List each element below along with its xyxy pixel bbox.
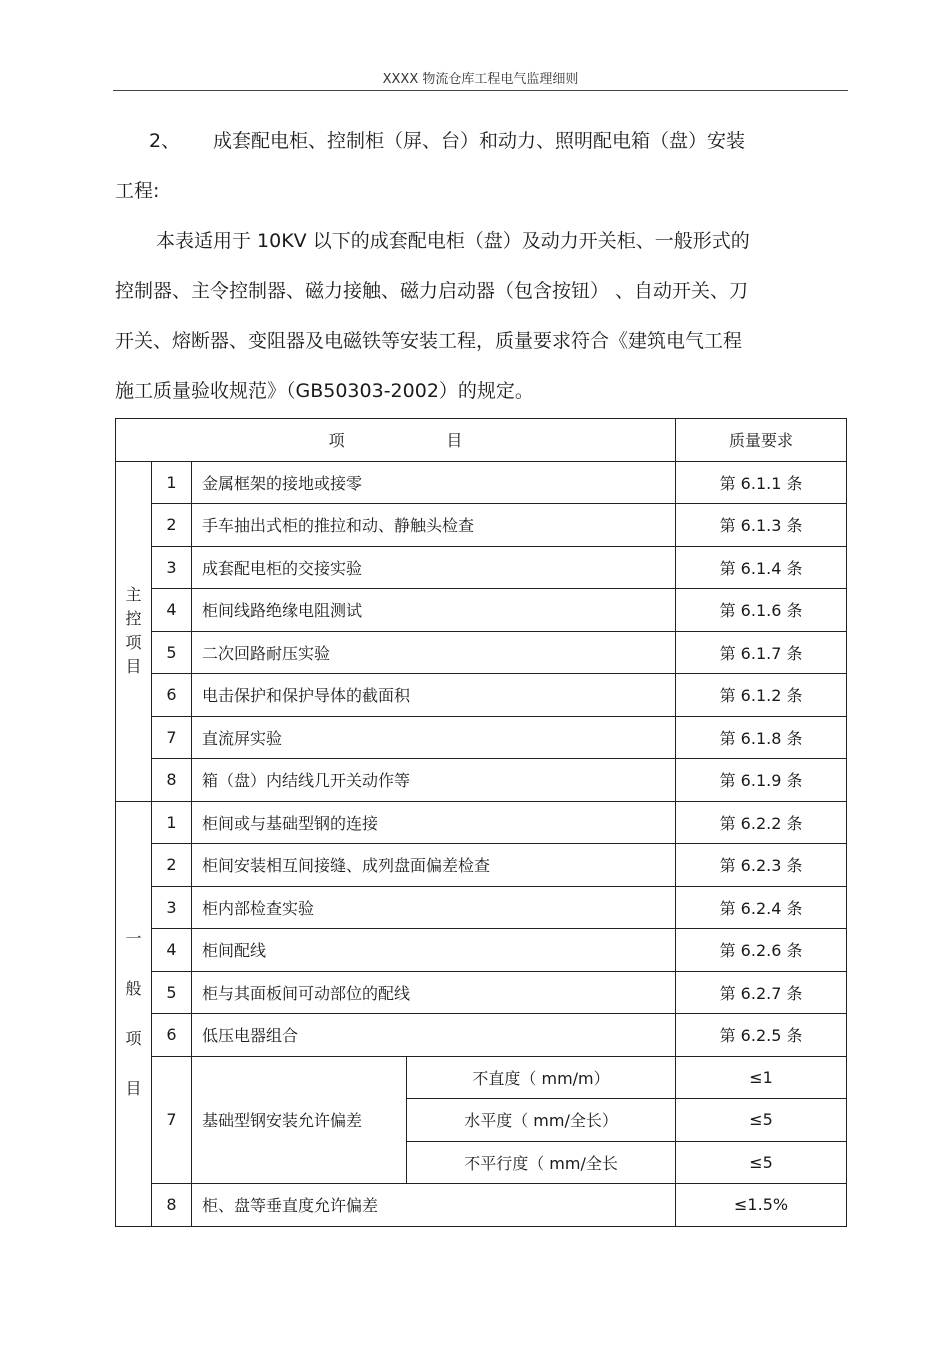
general-group-label — [116, 801, 152, 1226]
row-number: 6 — [152, 1014, 192, 1057]
row-number: 1 — [152, 801, 192, 844]
table-row — [116, 631, 847, 674]
row-number: 5 — [152, 971, 192, 1014]
section-number: 2、 — [149, 130, 181, 152]
table-row — [116, 886, 847, 929]
row-requirement: 第 6.1.1 条 — [676, 461, 847, 504]
group-char: 主 — [125, 585, 142, 604]
row-item: 柜与其面板间可动部位的配线 — [192, 971, 676, 1014]
row-requirement: 第 6.1.7 条 — [676, 631, 847, 674]
row-number: 6 — [152, 674, 192, 717]
row-item: 柜内部检查实验 — [192, 886, 676, 929]
row-item: 手车抽出式柜的推拉和动、静触头检查 — [192, 504, 676, 547]
sub-item-requirement: ≤5 — [676, 1099, 847, 1142]
group-char: 目 — [125, 1078, 142, 1098]
row-number: 2 — [152, 844, 192, 887]
intro-line: 施工质量验收规范》（GB50303-2002）的规定。 — [115, 380, 534, 402]
table-row — [116, 971, 847, 1014]
sub-item-requirement: ≤5 — [676, 1141, 847, 1184]
row-item: 柜、盘等垂直度允许偏差 — [192, 1184, 676, 1227]
row-number: 7 — [152, 716, 192, 759]
group-char: 一 — [125, 928, 142, 948]
header-rule — [113, 90, 848, 91]
group-char: 般 — [125, 978, 142, 998]
sub-item-label: 不直度（ mm/m） — [407, 1056, 676, 1099]
row-number: 1 — [152, 461, 192, 504]
row-item: 箱（盘）内结线几开关动作等 — [192, 759, 676, 802]
quality-requirements-table — [115, 418, 847, 1227]
table-row — [116, 674, 847, 717]
row-requirement: 第 6.1.2 条 — [676, 674, 847, 717]
row-number: 7 — [152, 1056, 192, 1184]
row-number: 8 — [152, 1184, 192, 1227]
row-requirement: 第 6.1.6 条 — [676, 589, 847, 632]
group-char: 项 — [125, 633, 142, 652]
sub-item-label: 不平行度（ mm/全长 — [407, 1141, 676, 1184]
row-item: 柜间安装相互间接缝、成列盘面偏差检查 — [192, 844, 676, 887]
header-req-cell: 质量要求 — [676, 419, 847, 462]
intro-line: 开关、熔断器、变阻器及电磁铁等安装工程，质量要求符合《建筑电气工程 — [115, 330, 743, 352]
row-item: 柜间或与基础型钢的连接 — [192, 801, 676, 844]
table-row — [116, 844, 847, 887]
row-requirement: 第 6.1.4 条 — [676, 546, 847, 589]
row-number: 2 — [152, 504, 192, 547]
row-requirement: 第 6.1.9 条 — [676, 759, 847, 802]
table-row — [116, 1184, 847, 1227]
row-requirement: 第 6.2.4 条 — [676, 886, 847, 929]
table-body — [116, 419, 847, 1227]
row-requirement: 第 6.2.7 条 — [676, 971, 847, 1014]
intro-paragraph — [115, 216, 850, 416]
row-item: 金属框架的接地或接零 — [192, 461, 676, 504]
table-row — [116, 716, 847, 759]
sub-item-requirement: ≤1 — [676, 1056, 847, 1099]
section-title-line1: 成套配电柜、控制柜（屏、台）和动力、照明配电箱（盘）安装 — [213, 130, 746, 152]
row-requirement: 第 6.1.3 条 — [676, 504, 847, 547]
row-item: 基础型钢安装允许偏差 — [192, 1056, 407, 1184]
row-number: 3 — [152, 546, 192, 589]
group-char: 项 — [125, 1028, 142, 1048]
table-row — [116, 759, 847, 802]
row-requirement: ≤1.5% — [676, 1184, 847, 1227]
row-requirement: 第 6.2.6 条 — [676, 929, 847, 972]
page-header: XXXX 物流仓库工程电气监理细则 — [382, 72, 579, 87]
row-requirement: 第 6.1.8 条 — [676, 716, 847, 759]
row-item: 柜间线路绝缘电阻测试 — [192, 589, 676, 632]
main-group-label — [116, 461, 152, 801]
row-number: 3 — [152, 886, 192, 929]
row-number: 4 — [152, 589, 192, 632]
intro-line: 本表适用于 10KV 以下的成套配电柜（盘）及动力开关柜、一般形式的 — [156, 230, 750, 252]
table-row — [116, 929, 847, 972]
table-row — [116, 1014, 847, 1057]
group-char: 控 — [125, 609, 142, 628]
row-item: 低压电器组合 — [192, 1014, 676, 1057]
row-requirement: 第 6.2.2 条 — [676, 801, 847, 844]
row-item: 直流屏实验 — [192, 716, 676, 759]
row-item: 成套配电柜的交接实验 — [192, 546, 676, 589]
row-number: 4 — [152, 929, 192, 972]
intro-line: 控制器、主令控制器、磁力接触、磁力启动器（包含按钮） 、自动开关、刀 — [115, 280, 749, 302]
row-requirement: 第 6.2.5 条 — [676, 1014, 847, 1057]
row-number: 5 — [152, 631, 192, 674]
row-item: 柜间配线 — [192, 929, 676, 972]
table-row — [116, 1056, 847, 1099]
row-number: 8 — [152, 759, 192, 802]
table-row — [116, 801, 847, 844]
table-row — [116, 504, 847, 547]
row-item: 电击保护和保护导体的截面积 — [192, 674, 676, 717]
group-char: 目 — [125, 657, 142, 676]
table-header-row — [116, 419, 847, 462]
section-heading — [115, 116, 850, 216]
row-requirement: 第 6.2.3 条 — [676, 844, 847, 887]
table-row — [116, 461, 847, 504]
row-item: 二次回路耐压实验 — [192, 631, 676, 674]
table-row — [116, 589, 847, 632]
header-item-cell: 项 目 — [116, 419, 676, 462]
section-title-line2: 工程: — [115, 180, 160, 202]
sub-item-label: 水平度（ mm/全长） — [407, 1099, 676, 1142]
table-row — [116, 546, 847, 589]
